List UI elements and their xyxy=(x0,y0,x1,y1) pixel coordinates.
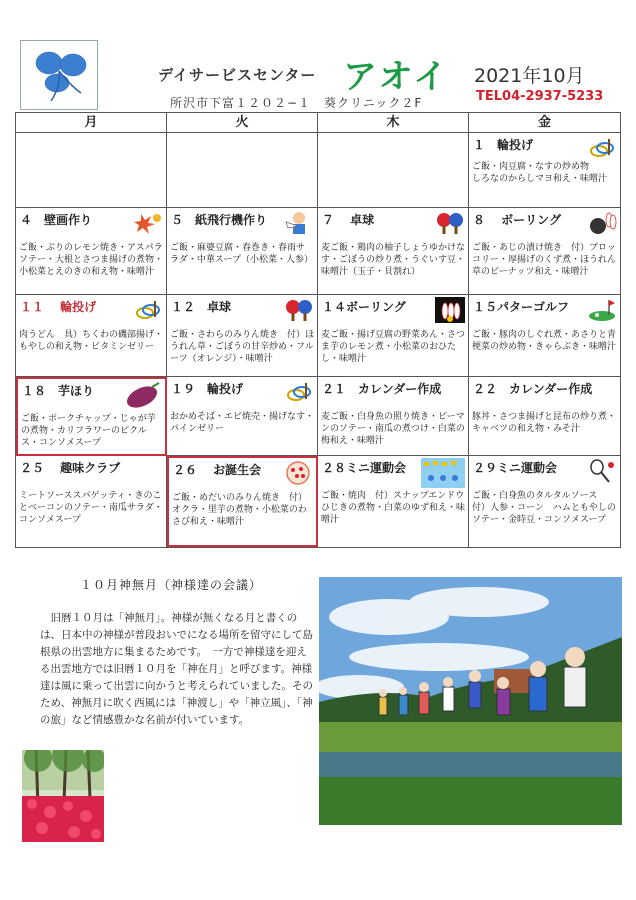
day-menu: ご飯・ぶりのレモン焼き・アスパラソテー・大根とさつま揚げの煮物・小松菜とえのきの和え物・味噌汁 xyxy=(19,243,164,277)
day-menu: ご飯・肉豆腐・なすの炒め物 しろなのからしマヨ和え・味噌汁 xyxy=(472,162,608,184)
day-cell xyxy=(318,295,469,377)
day-menu: ご飯・あじの漬け焼き 付）ブロッコリー・厚揚げのくず煮・ほうれん草のピーナッツ和え・味噌汁 xyxy=(472,243,617,277)
day-activity: ２１ カレンダー作成 xyxy=(322,382,442,396)
day-cell xyxy=(16,456,167,547)
day-cell xyxy=(318,377,469,456)
calendar xyxy=(15,112,621,548)
day-menu: おかめそば・エビ焼売・揚げなす・パインゼリー xyxy=(170,412,315,434)
day-cell-highlighted xyxy=(16,377,167,456)
day-cell xyxy=(469,456,620,547)
ring-toss-icon xyxy=(587,135,617,161)
weekday-thu: 木 xyxy=(318,113,469,133)
ping-pong-icon xyxy=(435,210,465,236)
day-activity: ２５ 趣味クラブ xyxy=(20,461,121,475)
day-cell-highlighted xyxy=(167,456,318,547)
sports-day-icon xyxy=(421,458,465,488)
bowling-icon xyxy=(587,210,617,236)
day-activity: １ 輪投げ xyxy=(473,138,534,152)
day-menu: 豚丼・さつま揚げと昆布の炒り煮・キャベツの和え物・みそ汁 xyxy=(472,412,617,434)
day-menu: 麦ご飯・白身魚の照り焼き・ピーマンのソテー・南瓜の煮つけ・白菜の梅和え・味噌汁 xyxy=(321,412,465,446)
day-menu: 麦ご飯・揚げ豆腐の野菜あん・さつま芋のレモン煮・小松菜のおひたし・味噌汁 xyxy=(321,330,466,364)
day-menu: ご飯・豚肉のしぐれ煮・あさりと青梗菜の炒め物・きゃらぶき・味噌汁 xyxy=(472,330,617,352)
weekday-tue: 火 xyxy=(167,113,318,133)
day-cell xyxy=(16,208,167,295)
center-brand: アオイ xyxy=(343,57,449,97)
article-body xyxy=(40,610,315,729)
day-menu: ご飯・ポークチャップ・じゃが芋の煮物・カリフラワーのピクルス・コンソメスープ xyxy=(21,414,156,448)
day-menu: ご飯・焼肉 付）スナップエンドウひじきの煮物・白菜のゆず和え・味噌汁 xyxy=(321,491,466,525)
aoi-logo xyxy=(20,40,98,110)
telephone: TEL04-2937-5233 xyxy=(476,89,604,104)
day-cell xyxy=(318,208,469,295)
day-menu: 肉うどん 具）ちくわの磯部揚げ・もやしの和え物・ビタミンゼリー xyxy=(19,330,164,352)
day-menu: ご飯・白身魚のタルタルソース 付）人参・コーン ハムともやしのソテー・金時豆・コンソメスープ xyxy=(472,491,616,525)
address: 所沢市下富１２０２−１ 葵クリニック２F xyxy=(170,96,423,110)
day-activity: ２９ミニ運動会 xyxy=(473,461,558,475)
day-cell xyxy=(16,295,167,377)
day-activity: ２２ カレンダー作成 xyxy=(473,382,593,396)
day-activity: １１ 輪投げ xyxy=(20,300,97,314)
day-activity: ７ 卓球 xyxy=(322,213,375,227)
day-activity: ４ 壁画作り xyxy=(20,213,93,227)
weekday-mon: 月 xyxy=(16,113,167,133)
day-activity: １５パターゴルフ xyxy=(473,300,570,314)
autumn-leaves-icon xyxy=(133,210,163,236)
sweet-potato-icon xyxy=(122,381,162,411)
day-cell xyxy=(469,295,620,377)
day-cell-empty xyxy=(167,133,318,208)
golf-icon xyxy=(587,297,617,323)
cake-icon xyxy=(283,460,313,486)
day-activity: １９ 輪投げ xyxy=(171,382,244,396)
day-menu: ご飯・さわらのみりん焼き 付）ほうれん草・ごぼうの甘辛炒め・フルーツ（オレンジ）・味噌汁 xyxy=(170,330,315,364)
day-activity: ８ ボーリング xyxy=(473,213,561,227)
article-paragraph: 旧暦１０月は「神無月」。神様が無くなる月と書くのは、日本中の神様が普段おいでになる場所を留守にして島根県の出雲地方に集まるためです。 一方で神様達を迎える出雲地方では旧暦１０月を「神在月」と呼びます。神様達は風に乗って出雲に向かうと考えられていました。そのため、神無月に吹く西風には「神渡し」や「神立風」、「神の旅」など情感豊かな名前が付いています。 xyxy=(40,612,313,726)
day-cell-empty xyxy=(16,133,167,208)
day-activity: １８ 芋ほり xyxy=(22,384,95,398)
paper-plane-icon xyxy=(284,210,314,236)
article-title: １０月神無月（神様達の会議） xyxy=(80,578,263,592)
center-name: デイサービスセンター xyxy=(158,66,317,84)
day-activity: ２６ お誕生会 xyxy=(173,463,262,477)
weekday-fri: 金 xyxy=(469,113,620,133)
month-date: 2021年10月 xyxy=(474,65,585,87)
day-cell xyxy=(167,208,318,295)
day-menu: ご飯・めだいのみりん焼き 付）オクラ・里芋の煮物・小松菜のわさび和え・味噌汁 xyxy=(172,493,308,527)
day-cell xyxy=(469,208,620,295)
day-activity: １４ボーリング xyxy=(322,300,406,314)
day-cell xyxy=(469,377,620,456)
scarecrows-photo xyxy=(319,577,622,825)
day-menu: ミートソーススパゲッティ・きのことベーコンのソテー・南瓜サラダ・コンソメスープ xyxy=(19,491,163,525)
day-menu: 麦ご飯・鶏肉の柚子しょうゆかけなす・ごぼうの炒り煮・うぐいす豆・味噌汁（玉子・貝割れ） xyxy=(321,243,466,277)
day-cell xyxy=(469,133,620,208)
ping-pong-icon xyxy=(284,297,314,323)
day-activity: ２８ミニ運動会 xyxy=(322,461,407,475)
racket-icon xyxy=(587,458,617,484)
day-activity: １２ 卓球 xyxy=(171,300,232,314)
day-cell xyxy=(167,295,318,377)
day-cell xyxy=(318,456,469,547)
red-spider-lily-photo xyxy=(22,750,104,842)
day-menu: ご飯・麻婆豆腐・春巻き・春雨サラダ・中華スープ（小松菜・人参） xyxy=(170,243,314,265)
ring-toss-icon xyxy=(284,379,314,405)
bowling-icon xyxy=(435,297,465,323)
day-cell xyxy=(167,377,318,456)
day-cell-empty xyxy=(318,133,469,208)
ring-toss-icon xyxy=(133,297,163,323)
day-activity: ５ 紙飛行機作り xyxy=(171,213,268,227)
